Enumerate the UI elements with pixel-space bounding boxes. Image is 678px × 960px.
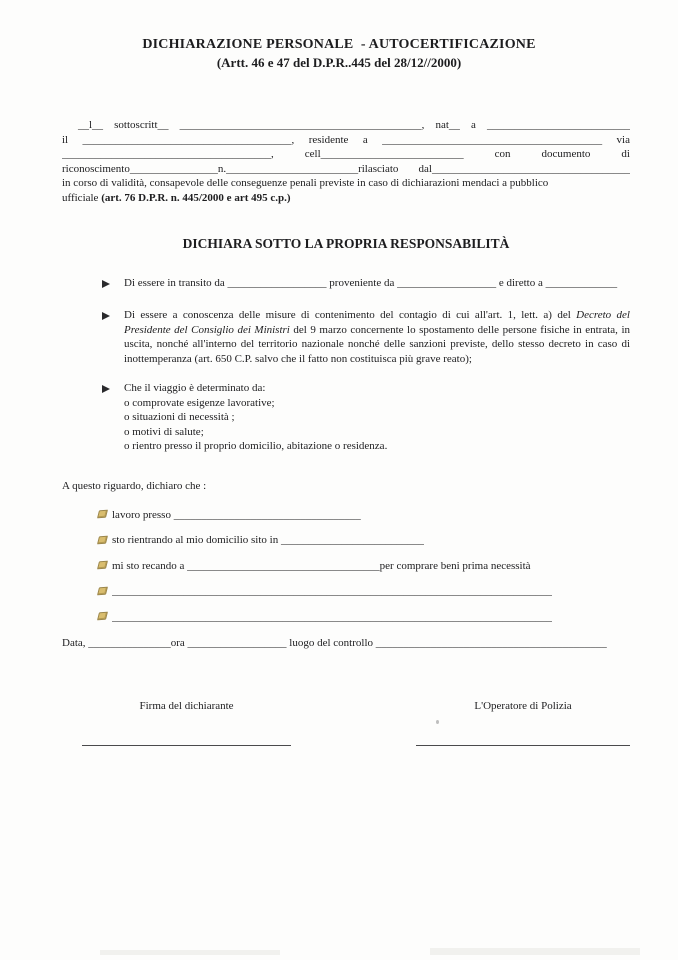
checklist-item-buying-goods <box>98 560 630 573</box>
item-suffix: per comprare beni prima necessità <box>379 559 531 572</box>
scan-smudge <box>430 948 640 955</box>
checklist-item-returning-home <box>98 534 630 547</box>
declarant-signature-label: Firma del dichiarante <box>139 700 234 712</box>
intro-line-name: __l__ sottoscritt__ ____________________________________________, nat__ a __________________________ <box>78 119 630 131</box>
arrow-bullet-icon <box>102 276 124 291</box>
scan-smudge <box>100 950 280 955</box>
intro-line-address-cell: ______________________________________, cell__________________________ con documento di <box>62 148 630 160</box>
containment-measures-bullet <box>102 308 630 366</box>
arrow-bullet-icon <box>102 381 124 454</box>
decree-title-italic: Decreto del Presidente del Consiglio dei Ministri <box>124 309 630 336</box>
intro-line-law-reference <box>62 191 630 206</box>
page-title: DICHIARAZIONE PERSONALE - AUTOCERTIFICAZIONE <box>142 37 536 52</box>
reason-option-work: o comprovate esigenze lavorative; <box>124 396 275 409</box>
travel-reason-bullet <box>102 381 630 454</box>
arrow-bullet-icon <box>102 308 124 366</box>
declarant-signature-block <box>82 700 291 746</box>
police-signature-line <box>416 745 630 746</box>
document-title-block <box>0 36 678 72</box>
blank-field: ________________________________________________________________________________ <box>112 610 552 623</box>
checkbox-icon <box>98 586 112 598</box>
blank-field: __________________________________ <box>173 508 361 521</box>
travel-reason-intro: Che il viaggio è determinato da: <box>124 382 266 394</box>
blank-field: ________________________________________________________________________________ <box>112 585 552 597</box>
checklist-item-blank-1 <box>98 585 630 598</box>
reason-option-return-home: o rientro presso il proprio domicilio, abitazione o residenza. <box>124 440 388 452</box>
intro-line-birth-residence: il ______________________________________, residente a ________________________________________ via <box>62 133 630 146</box>
intro-line-document: riconoscimento________________n.________________________rilasciato dal____________________________________ <box>62 162 630 175</box>
declarant-details-paragraph <box>62 118 630 205</box>
law-reference-bold: (art. 76 D.P.R. n. 445/2000 e art 495 c.p.) <box>101 191 291 204</box>
checkbox-icon <box>98 560 112 572</box>
item-label: lavoro presso <box>112 508 174 521</box>
transit-declaration-text: Di essere in transito da __________________ proveniente da __________________ e diretto a _____________ <box>124 277 618 289</box>
blank-field: ___________________________________ <box>187 559 380 572</box>
transit-bullet <box>102 276 630 291</box>
declaration-heading: DICHIARA SOTTO LA PROPRIA RESPONSABILITÀ <box>182 236 510 251</box>
checklist-item-blank-2 <box>98 611 630 624</box>
declaration-checklist <box>62 509 630 624</box>
blank-field: __________________________ <box>280 534 424 546</box>
scan-artifact-dot <box>436 720 439 724</box>
measures-text-part2: del 9 marzo concernente lo spostamento delle persone fisiche in entrata, in uscita, nonché all'interno del territorio nazionale nonché delle sanzioni previste, dello stesso decreto in caso di inottemperanza (art. 650 C.P. salvo che il fatto non costituisca più grave reato); <box>124 323 630 365</box>
reason-option-necessity: o situazioni di necessità ; <box>124 411 235 423</box>
police-signature-block <box>416 700 630 746</box>
checkbox-icon <box>98 535 112 547</box>
checkbox-icon <box>98 509 112 521</box>
item-label: sto rientrando al mio domicilio sito in <box>112 534 281 546</box>
containment-measures-text <box>124 308 630 366</box>
law-reference-text: ufficiale <box>62 191 102 204</box>
checkbox-icon <box>98 611 112 623</box>
measures-text-part1: Di essere a conoscenza delle misure di contenimento del contagio di cui all'art. 1, lett. a) del <box>124 309 577 321</box>
police-signature-label: L'Operatore di Polizia <box>474 700 572 712</box>
travel-reason-text <box>124 381 630 454</box>
statement-intro: A questo riguardo, dichiaro che : <box>62 479 207 492</box>
intro-line-validity: in corso di validità, consapevole delle conseguenze penali previste in caso di dichiarazioni mendaci a pubblico <box>62 177 549 189</box>
item-label: mi sto recando a <box>112 559 188 572</box>
signature-section <box>62 700 630 746</box>
date-time-place-line: Data, _______________ora __________________ luogo del controllo __________________________________________ <box>62 637 607 649</box>
declarant-signature-line <box>82 745 291 746</box>
page-subtitle: (Artt. 46 e 47 del D.P.R..445 del 28/12//2000) <box>216 55 462 70</box>
checklist-item-work <box>98 509 630 522</box>
reason-option-health: o motivi di salute; <box>124 425 204 438</box>
